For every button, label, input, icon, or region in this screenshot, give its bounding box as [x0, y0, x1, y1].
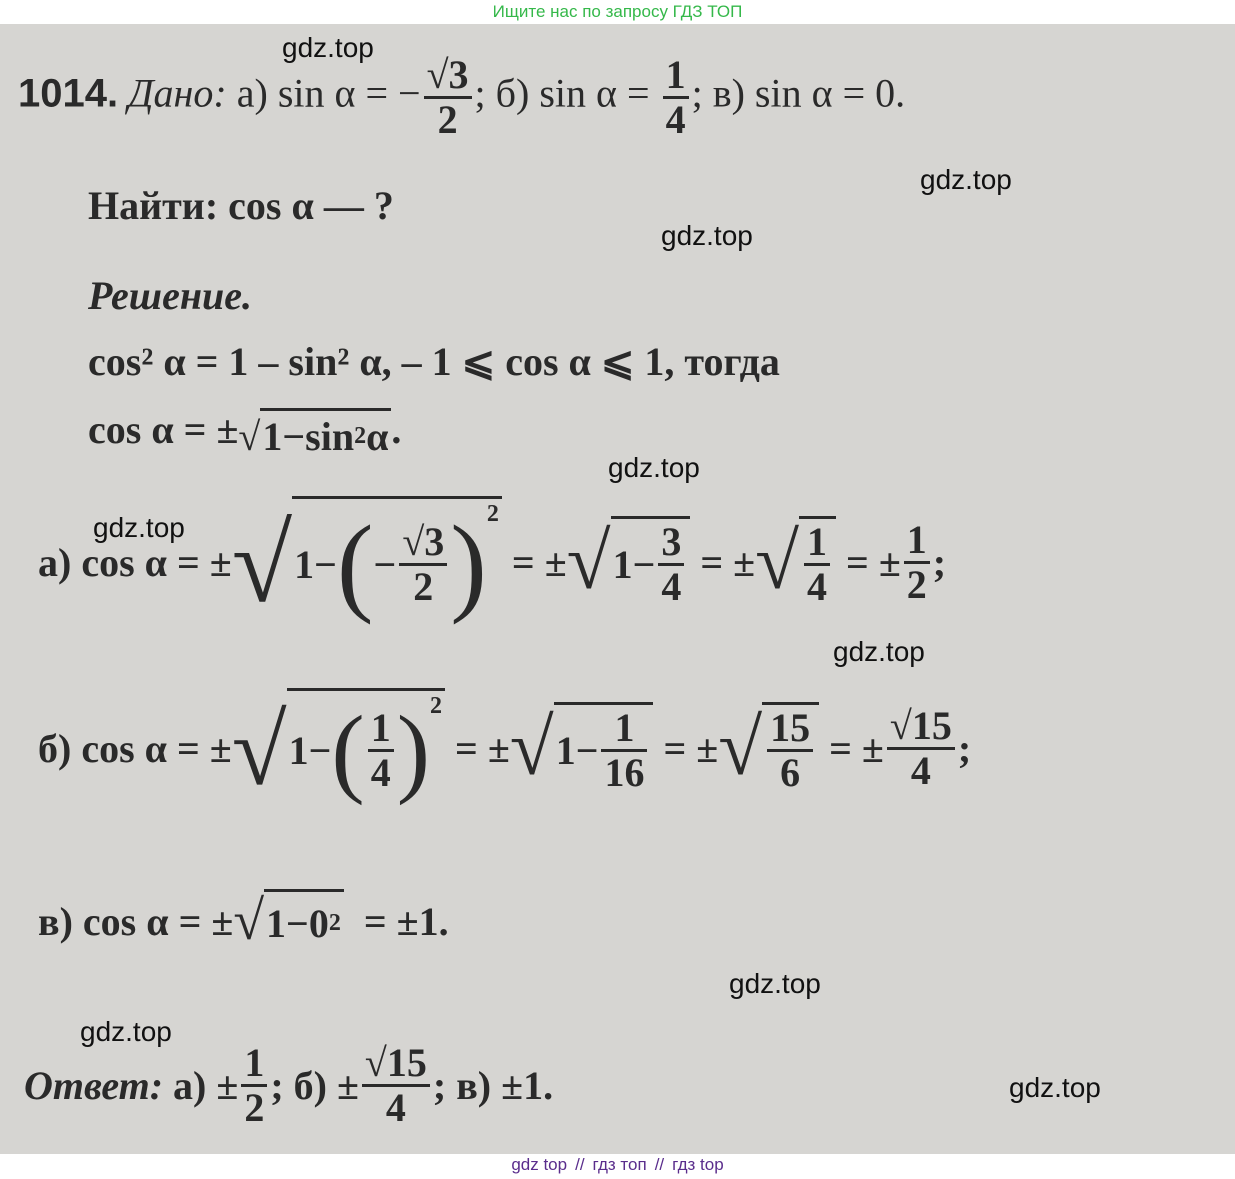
denominator: 4 [385, 1084, 406, 1130]
fraction [804, 521, 830, 608]
exponent: 2 [328, 910, 341, 936]
lhs: cos α = ± [88, 407, 239, 452]
fraction [658, 521, 684, 608]
case-b-line [38, 678, 971, 818]
denominator: 2 [413, 564, 434, 609]
denominator: 4 [370, 750, 391, 795]
denominator: 6 [780, 750, 801, 795]
answer-a: а) ± [173, 1062, 239, 1108]
radicand [762, 702, 819, 794]
semicolon: ; [691, 70, 703, 116]
radicand [554, 702, 654, 794]
case-v-line [38, 886, 449, 956]
denominator: 2 [437, 97, 458, 142]
numerator: 15 [767, 707, 813, 752]
equals: = [365, 70, 389, 116]
denominator: 4 [807, 564, 828, 609]
separator: // [575, 1155, 585, 1174]
lhs: cos α = ± [82, 898, 234, 944]
numerator: 1 [601, 707, 647, 752]
one-minus: 1− [294, 542, 337, 587]
footer-link[interactable]: gdz top [511, 1155, 568, 1174]
denominator: 2 [906, 561, 927, 607]
right-paren: ) [450, 503, 487, 625]
fraction-1-over-4 [663, 54, 689, 141]
formula-line-2 [88, 406, 401, 460]
sin: sin [539, 70, 587, 116]
radical-big [232, 496, 502, 628]
numerator: 1 [904, 519, 930, 564]
left-paren: ( [331, 695, 365, 806]
fraction [887, 702, 955, 793]
fraction [601, 707, 647, 794]
one-minus: 1− [288, 728, 332, 773]
radical-sign: √ [509, 704, 554, 792]
equals-pm: = ± [663, 725, 719, 771]
exponent: 2 [486, 501, 499, 527]
fraction [767, 707, 813, 794]
watermark: gdz.top [608, 452, 700, 483]
equals-pm: = ± [700, 539, 756, 585]
equals-pm: = ± [829, 725, 884, 771]
one-minus: 1− [555, 728, 599, 773]
radical [238, 408, 391, 460]
exponent: 2 [430, 693, 443, 719]
equals: = [627, 70, 650, 116]
semicolon: ; [932, 539, 947, 585]
equals-pm: = ± [846, 539, 901, 585]
numerator: 1 [368, 707, 394, 752]
given-line [18, 54, 905, 141]
case-b-label: б) [495, 70, 530, 116]
answer-v: ; в) ±1. [432, 1062, 554, 1108]
minus: − [398, 70, 421, 116]
watermark: gdz.top [833, 636, 925, 667]
alpha: α [811, 70, 833, 116]
separator: // [654, 1155, 665, 1174]
denominator: 4 [661, 564, 682, 609]
problem-number: 1014. [18, 71, 119, 116]
dot: . [391, 407, 402, 452]
top-banner: Ищите нас по запросу ГДЗ ТОП [0, 0, 1235, 24]
right-paren: ) [396, 695, 431, 806]
sin: sin [754, 70, 802, 116]
radical-sign: √ [238, 413, 261, 459]
equals: = [842, 70, 866, 116]
radicand [611, 516, 691, 608]
denominator: 4 [910, 747, 931, 793]
equals-pm: = ± [455, 725, 510, 771]
formula-line-1: cos² α = 1 – sin² α, – 1 ⩽ cos α ⩽ 1, тогда [88, 339, 780, 384]
result: = ±1. [363, 898, 449, 944]
watermark: gdz.top [282, 32, 374, 63]
case-label: в) [38, 898, 73, 944]
radical-sign: √ [566, 518, 611, 606]
alpha: α [596, 70, 617, 116]
fraction [399, 521, 447, 608]
numerator: √15 [362, 1042, 430, 1087]
radical [718, 702, 819, 794]
lhs: cos α = ± [81, 539, 232, 585]
case-label: б) [38, 725, 72, 771]
radical [567, 516, 691, 608]
find-line: Найти: cos α — ? [88, 183, 394, 228]
watermark: gdz.top [1009, 1072, 1101, 1103]
zero: 0. [875, 70, 906, 116]
watermark: gdz.top [80, 1016, 172, 1047]
radicand-text: 1−0 [266, 901, 329, 946]
case-v-label: в) [712, 70, 745, 116]
textbook-page [0, 24, 1235, 1154]
numerator: 1 [663, 54, 689, 99]
radical [755, 516, 836, 608]
radical-sign: √ [755, 518, 800, 606]
fraction-sqrt3-over-2 [424, 54, 472, 141]
numerator: 1 [804, 521, 830, 566]
radical-sign: √ [231, 695, 287, 806]
left-paren: ( [336, 503, 374, 625]
sin: sin [277, 70, 325, 116]
alpha: α [334, 70, 356, 116]
fraction [241, 1039, 267, 1130]
watermark: gdz.top [729, 968, 821, 999]
numerator: √3 [399, 521, 447, 566]
semicolon: ; [474, 70, 486, 116]
numerator: 1 [241, 1042, 267, 1087]
fraction [362, 1039, 430, 1130]
footer-link[interactable]: гдз топ [592, 1155, 647, 1174]
denominator: 16 [604, 750, 645, 795]
radicand [799, 516, 836, 608]
answer-label: Ответ: [24, 1062, 164, 1108]
radical-sign: √ [233, 890, 265, 952]
radical-sign: √ [231, 503, 293, 625]
watermark: gdz.top [920, 164, 1012, 195]
case-a-label: а) [236, 70, 268, 116]
radicand [264, 889, 344, 953]
radicand [292, 496, 502, 628]
lhs: cos α = ± [81, 725, 232, 771]
radicand [287, 688, 445, 808]
one-minus: 1− [612, 542, 656, 587]
numerator: 3 [658, 521, 684, 566]
numerator: √15 [887, 705, 955, 750]
radical-sign: √ [718, 704, 763, 792]
numerator: √3 [424, 54, 472, 99]
denominator: 4 [665, 97, 686, 142]
fraction [904, 516, 930, 607]
denominator: 2 [244, 1084, 265, 1130]
given-label: Дано: [128, 70, 227, 116]
alpha: α [366, 413, 389, 459]
watermark: gdz.top [661, 220, 753, 251]
radicand-text: 1−sin [262, 413, 355, 459]
radical [233, 889, 344, 953]
fraction [368, 707, 394, 794]
equals-pm: = ± [511, 539, 567, 585]
footer-link[interactable]: гдз top [672, 1155, 724, 1174]
radical-big [232, 688, 445, 808]
radical [510, 702, 654, 794]
case-label: а) [38, 539, 72, 585]
exponent: 2 [354, 422, 367, 449]
footer-links [0, 1154, 1235, 1179]
minus: − [373, 542, 397, 587]
radicand [260, 408, 391, 460]
solution-label: Решение. [88, 273, 253, 318]
answer-b: ; б) ± [270, 1062, 359, 1108]
watermark: gdz.top [93, 512, 185, 543]
case-a-line [38, 482, 946, 642]
semicolon: ; [957, 725, 972, 771]
